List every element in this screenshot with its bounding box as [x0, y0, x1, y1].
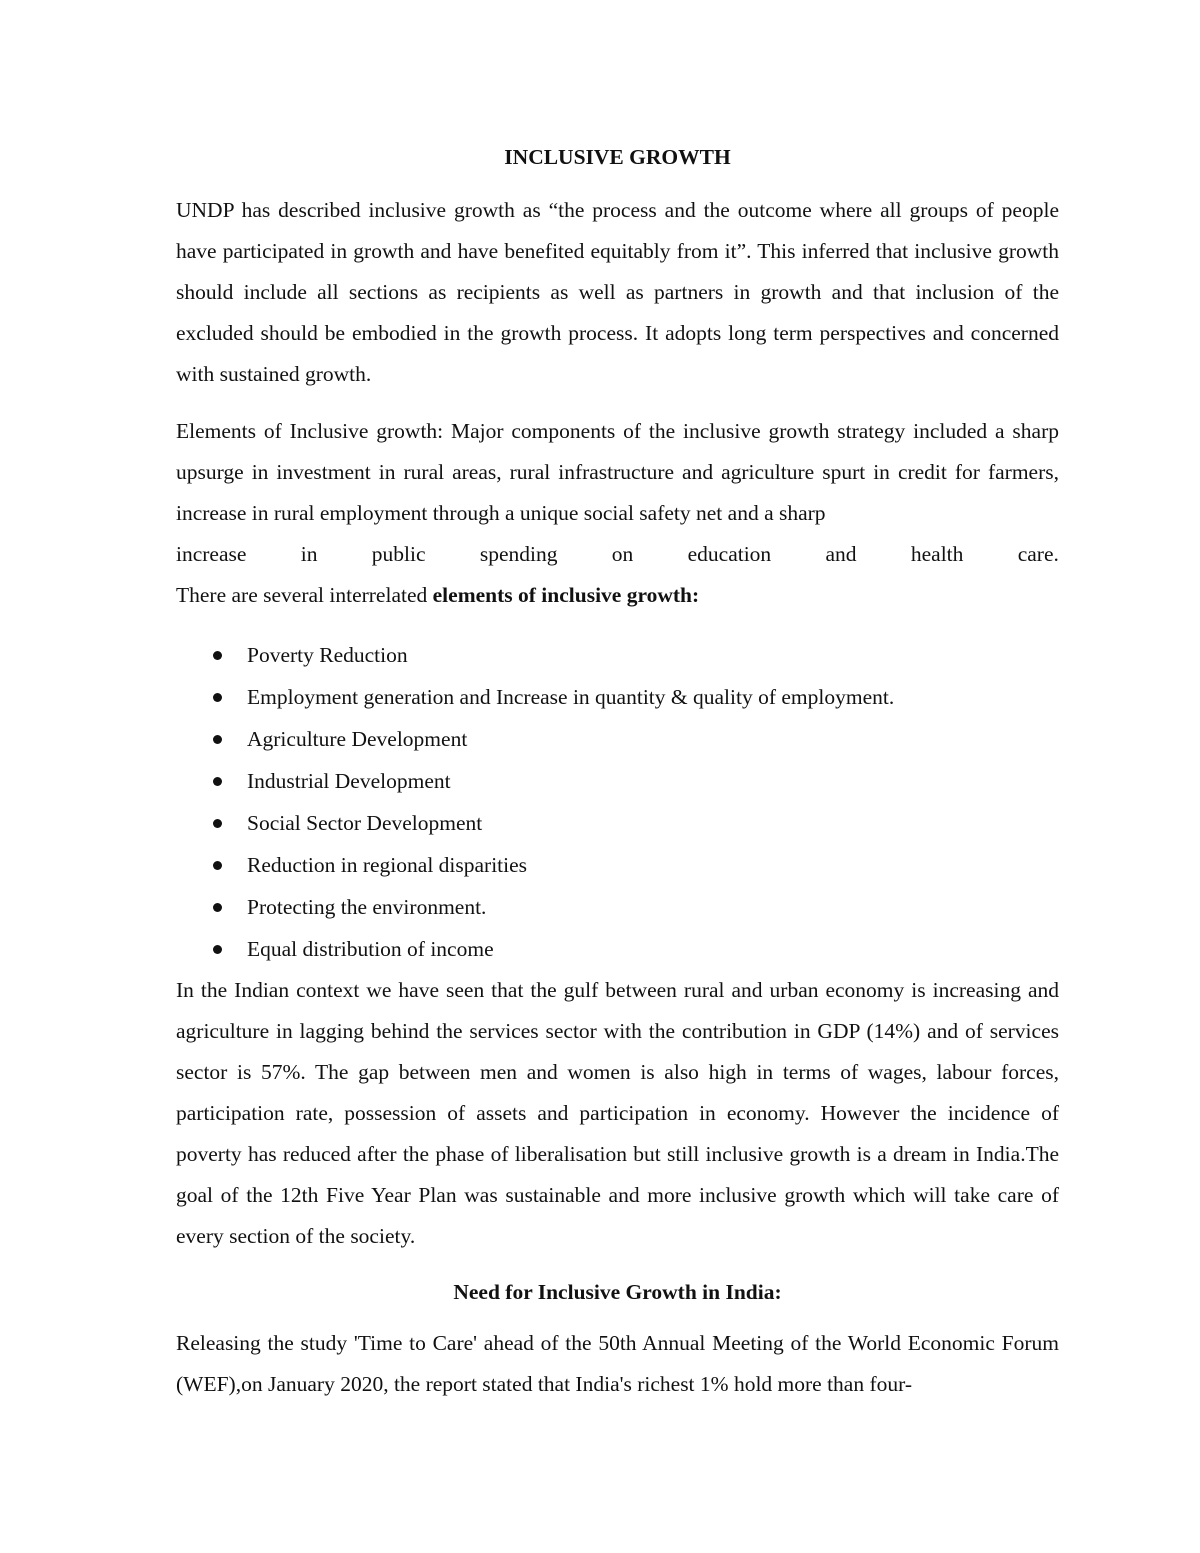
list-item-text: Reduction in regional disparities — [247, 853, 528, 877]
document-page — [176, 140, 1059, 1405]
list-item-text: Employment generation and Increase in quantity & quality of employment. — [247, 685, 895, 709]
bullet-icon — [213, 861, 222, 870]
list-item-text: Protecting the environment. — [247, 895, 487, 919]
list-item — [176, 844, 1059, 886]
list-item-text: Industrial Development — [247, 769, 451, 793]
word: health — [910, 542, 964, 566]
elements-lead-in — [176, 575, 1059, 616]
paragraph-wef-report: Releasing the study 'Time to Care' ahead of the 50th Annual Meeting of the World Economic Forum (WEF),on January 2020, the report stated that India's richest 1% hold more than four- — [176, 1331, 1059, 1396]
justified-line — [176, 534, 1059, 575]
elements-list — [176, 634, 1059, 970]
list-item — [176, 718, 1059, 760]
lead-in-text: There are several interrelated — [176, 583, 433, 607]
list-item — [176, 802, 1059, 844]
list-item-text: Poverty Reduction — [247, 643, 408, 667]
bullet-icon — [213, 945, 222, 954]
list-item-text: Agriculture Development — [247, 727, 468, 751]
paragraph-elements-intro: Elements of Inclusive growth: Major components of the inclusive growth strategy included a sharp upsurge in investment in rural areas, rural infrastructure and agriculture spurt in credit for farmers, increase in rural employment through a unique social safety net and a sharp — [176, 419, 1059, 525]
list-item — [176, 928, 1059, 970]
bullet-icon — [213, 903, 222, 912]
word: on — [611, 542, 634, 566]
section-heading: Need for Inclusive Growth in India: — [453, 1280, 782, 1304]
list-item — [176, 886, 1059, 928]
word: increase — [176, 542, 247, 566]
bullet-icon — [213, 651, 222, 660]
bullet-icon — [213, 693, 222, 702]
list-item — [176, 760, 1059, 802]
word: public — [371, 542, 426, 566]
paragraph-undp-definition: UNDP has described inclusive growth as “the process and the outcome where all groups of people have participated in growth and have benefited equitably from it”. This inferred that inclusive growth should include all sections as recipients as well as partners in growth and that inclusion of the excluded should be embodied in the growth process. It adopts long term perspectives and concerned with sustained growth. — [176, 198, 1059, 386]
bullet-icon — [213, 735, 222, 744]
word: care. — [1017, 542, 1059, 566]
list-item-text: Equal distribution of income — [247, 937, 494, 961]
list-item — [176, 676, 1059, 718]
list-item-text: Social Sector Development — [247, 811, 483, 835]
word: and — [825, 542, 857, 566]
list-item — [176, 634, 1059, 676]
lead-in-bold: elements of inclusive growth: — [432, 583, 700, 607]
paragraph-indian-context: In the Indian context we have seen that the gulf between rural and urban economy is increasing and agriculture in lagging behind the services sector with the contribution in GDP (14%) and of services sector is 57%. The gap between men and women is also high in terms of wages, labour forces, participation rate, possession of assets and participation in economy. However the incidence of poverty has reduced after the phase of liberalisation but still inclusive growth is a dream in India.The goal of the 12th Five Year Plan was sustainable and more inclusive growth which will take care of every section of the society. — [176, 978, 1059, 1248]
word: education — [687, 542, 772, 566]
bullet-icon — [213, 777, 222, 786]
document-title: INCLUSIVE GROWTH — [504, 145, 731, 169]
bullet-icon — [213, 819, 222, 828]
word: spending — [479, 542, 558, 566]
word: in — [300, 542, 318, 566]
